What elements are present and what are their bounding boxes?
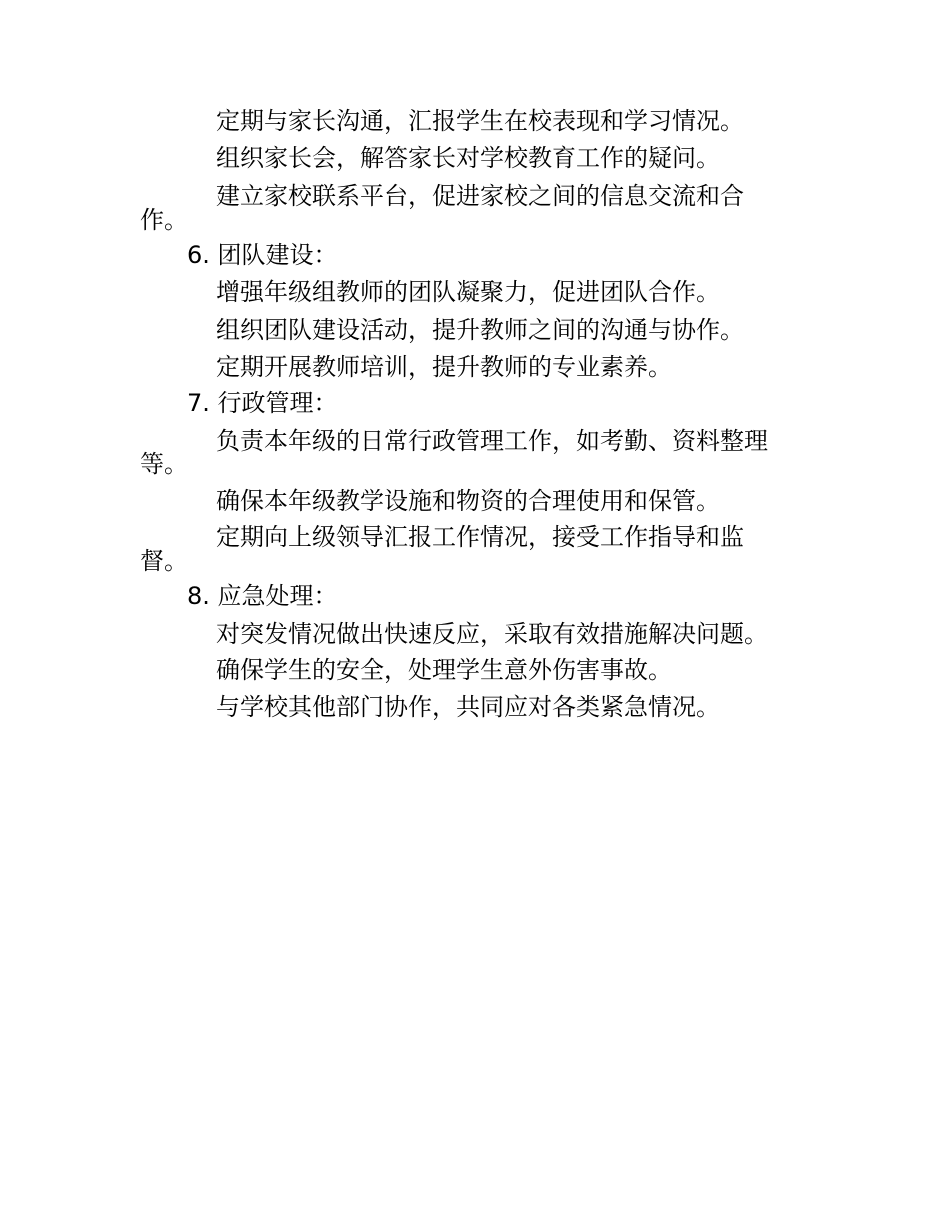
- section5-item-3: 建立家校联系平台，促进家校之间的信息交流和合: [216, 182, 744, 210]
- section7-item-2: 确保本年级教学设施和物资的合理使用和保管。: [216, 487, 720, 515]
- section6-heading: 6. 团队建设：: [187, 241, 338, 269]
- section7-item-3: 定期向上级领导汇报工作情况，接受工作指导和监: [216, 523, 744, 551]
- section5-item-3-wrap: 作。: [140, 206, 188, 234]
- section5-item-2: 组织家长会，解答家长对学校教育工作的疑问。: [216, 144, 720, 172]
- section6-item-2: 组织团队建设活动，提升教师之间的沟通与协作。: [216, 316, 744, 344]
- section8-item-2: 确保学生的安全，处理学生意外伤害事故。: [216, 656, 672, 684]
- section7-heading: 7. 行政管理：: [187, 389, 338, 417]
- section8-item-1: 对突发情况做出快速反应，采取有效措施解决问题。: [216, 620, 768, 648]
- section8-heading: 8. 应急处理：: [187, 582, 338, 610]
- section6-item-3: 定期开展教师培训，提升教师的专业素养。: [216, 353, 672, 381]
- section7-item-1-wrap: 等。: [140, 450, 188, 478]
- section8-item-3: 与学校其他部门协作，共同应对各类紧急情况。: [216, 693, 720, 721]
- section6-item-1: 增强年级组教师的团队凝聚力，促进团队合作。: [216, 278, 720, 306]
- section7-item-3-wrap: 督。: [140, 547, 188, 575]
- section5-item-1: 定期与家长沟通，汇报学生在校表现和学习情况。: [216, 107, 744, 135]
- section7-item-1: 负责本年级的日常行政管理工作，如考勤、资料整理: [216, 427, 768, 455]
